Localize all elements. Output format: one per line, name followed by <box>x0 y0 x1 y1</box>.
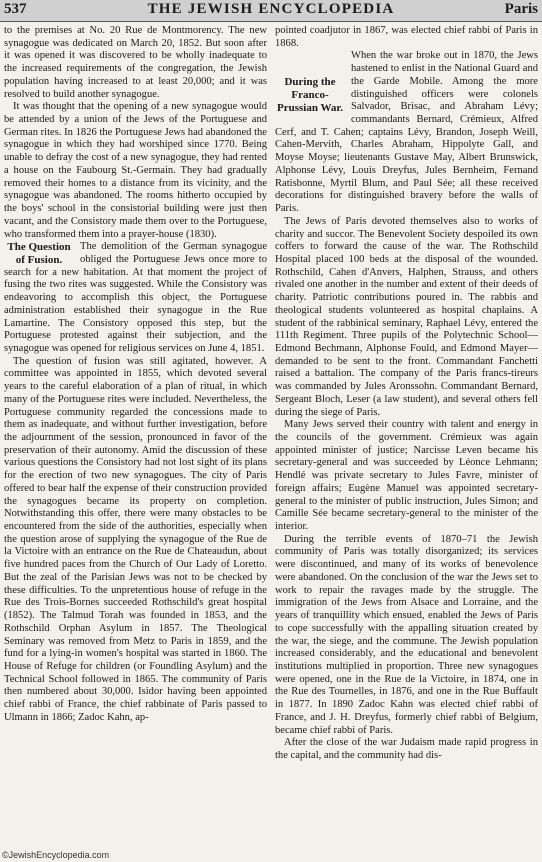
encyclopedia-title: THE JEWISH ENCYCLOPEDIA <box>147 1 395 17</box>
sidenote-franco-prussian-war: During the Franco-Prussian War. <box>276 76 344 114</box>
paragraph: Many Jews served their country with talent and energy in the councils of the government. Crémieux was again appointed minister of justice; Narcisse Leven became his secretary-general and was succeeded by Léonce Lehmann; Hendlé was private secretary to Jules Favre, minister of foreign affairs; Eugène Manuel was appointed secretary-general to the minister of public instruction, Jules Simon; and Camille Sée became secretary-general to the minister of the interior. <box>275 419 538 533</box>
paragraph: to the premises at No. 20 Rue de Montmorency. The new synagogue was dedicated on March 20, 1852. But soon after it was opened it was discovered to be wholly inadequate to the increased requirements of the congregation, the Jewish population having increased to at least 20,000; and it was resolved to build another synagogue. <box>4 25 267 100</box>
paragraph: When the war broke out in 1870, the Jews hastened to enlist in the National Guard and the Garde Mobile. Among the more distinguished officers were colonels Salvador, Brisac, and Abraham Lévy; commandants Bernard, Crémieux, Alfred Cerf, and T. Cahen; captains Lévy, Brandon, Joseph Weill, Cahen-Mervith, Charles Abraham, Hippolyte Gall, and Moyse Moyse; lieutenants Gustave May, Albert Brunswick, Alphonse Lévy, Louis Dreyfus, Jules Bernheim, Fernand Ratisbonne, Myrtil Blum, and Paul Sée; all these received decorations for distinguished bravery before the walls of Paris. <box>275 50 538 215</box>
copyright-watermark: ©JewishEncyclopedia.com <box>2 850 110 860</box>
page-header <box>0 0 542 21</box>
paragraph: The Jews of Paris devoted themselves also to works of charity and succor. The Benevolent Society despoiled its own coffers to forward the cause of the war. The Rothschild Hospital placed 100 beds at the disposal of the wounded. Rothschild, Cahen d'Anvers, Halphen, Strauss, and others rivaled one another in the number and extent of their deeds of charity. Patriotic contributions poured in. The rabbis and theological students volunteered as hospital chaplains. A student of the rabbinical seminary, Raphael Lévy, entered the 111th Regiment. Three pupils of the Polytechnic School—Edmond Bechmann, Alphonse Fould, and Edmond Mayer—demanded to be sent to the front. Commandant Fanchetti raised a battalion. The company of the Paris francs-tireurs was commanded by Jules Aronssohn. Commandant Bernard, Sergeant Bloch, Leser (a law student), and several others fell during the siege of Paris. <box>275 215 538 418</box>
header-rule <box>0 21 542 22</box>
right-column <box>275 25 538 763</box>
paragraph: pointed coadjutor in 1867, was elected chief rabbi of Paris in 1868. <box>275 25 538 49</box>
page-number: 537 <box>4 1 27 17</box>
sidenote-question-of-fusion: The Question of Fusion. <box>7 241 71 266</box>
paragraph: During the terrible events of 1870–71 the Jewish community of Paris was totally disorganized; its services were discontinued, and many of its works of benevolence were abandoned. On the conclusion of the war the Jews set to work to repair the ravages made by the struggle. The immigration of the Jews from Alsace and Lorraine, and the years of tranquillity which ensued, enabled the Jews of Paris to cope successfully with the appalling situation created by the war, the siege, and the commune. The Jewish population increased considerably, and the educational and benevolent institutions multiplied in proportion. Three new synagogues were opened, one in the Rue de la Victoire, in 1874, one in the Rue des Tournelles, in 1876, and one in the Rue Buffault in 1877. In 1890 Zadoc Kahn was elected chief rabbi of France, and J. H. Dreyfus, formerly chief rabbi of Belgium, became chief rabbi of Paris. <box>275 533 538 736</box>
section-title: Paris <box>504 1 538 17</box>
paragraph: It was thought that the opening of a new synagogue would be attended by a union of the Jews of the Portuguese and German rites. In 1826 the Portuguese Jews had abandoned the synagogue in which they had worshiped since 1770. Being unable to defray the cost of a new synagogue, they had rented a house on the Faubourg St.-Germain. They had gradually removed their homes to a distance from its vicinity, and the synagogue was abandoned. The rooms hitherto occupied by the boys' school in the consistorial building were just then vacant, and the Consistory made them over to the Portuguese, who transformed them into a prayer-house (1830). <box>4 101 267 240</box>
paragraph: After the close of the war Judaism made rapid progress in the capital, and the community had dis- <box>275 737 538 761</box>
paragraph: The question of fusion was still agitated, however. A committee was appointed in 1855, which devoted several years to the careful elaboration of a plan of ritual, in which many of the Portuguese rites were included. Nevertheless, the Portuguese community regarded the concessions made to them as inadequate, and without further investigation, before the adjournment of the session, pronounced in favor of the preservation of their autonomy. Amid the discussion of these various questions the Consistory had not lost sight of its plans for the erection of two new synagogues. The city of Paris offered to bear half the expense of their construction provided the synagogues became its property on completion. Notwithstanding this offer, there were many obstacles to be encountered from the side of the authorities, especially when the question arose of supplying the synagogue of the Rue de la Victoire with an entrance on the Rue de Chateaudun, about five hundred paces from the Church of Our Lady of Loretto. But the zeal of the Parisian Jews was not to be checked by these difficulties. To the unpretentious house of refuge in the Rue des Trois-Bornes succeeded Rothschild's great hospital (1852). The Talmud Torah was founded in 1853, and the Rothschild Orphan Asylum in 1857. The Theological Seminary was removed from Metz to Paris in 1859, and the fund for a lying-in women's hospital was started in 1860. The House of Refuge for children (or Foundling Asylum) and the Technical School followed in 1865. The community of Paris then numbered about 30,000. Isidor having been appointed chief rabbi of France, the chief rabbinate of Paris passed to Ulmann in 1866; Zadoc Kahn, ap- <box>4 355 267 723</box>
paragraph: The demolition of the German synagogue obliged the Portuguese Jews once more to search for a new habitation. At that moment the project of fusing the two rites was suggested. While the Consistory was endeavoring to accomplish this object, the Portuguese administration established their synagogue in the Rue Lamartine. The Consistory opposed this step, but the Portuguese protested against their subjection, and the synagogue was opened for religious services on June 4, 1851. <box>4 241 267 354</box>
left-column <box>4 25 267 725</box>
